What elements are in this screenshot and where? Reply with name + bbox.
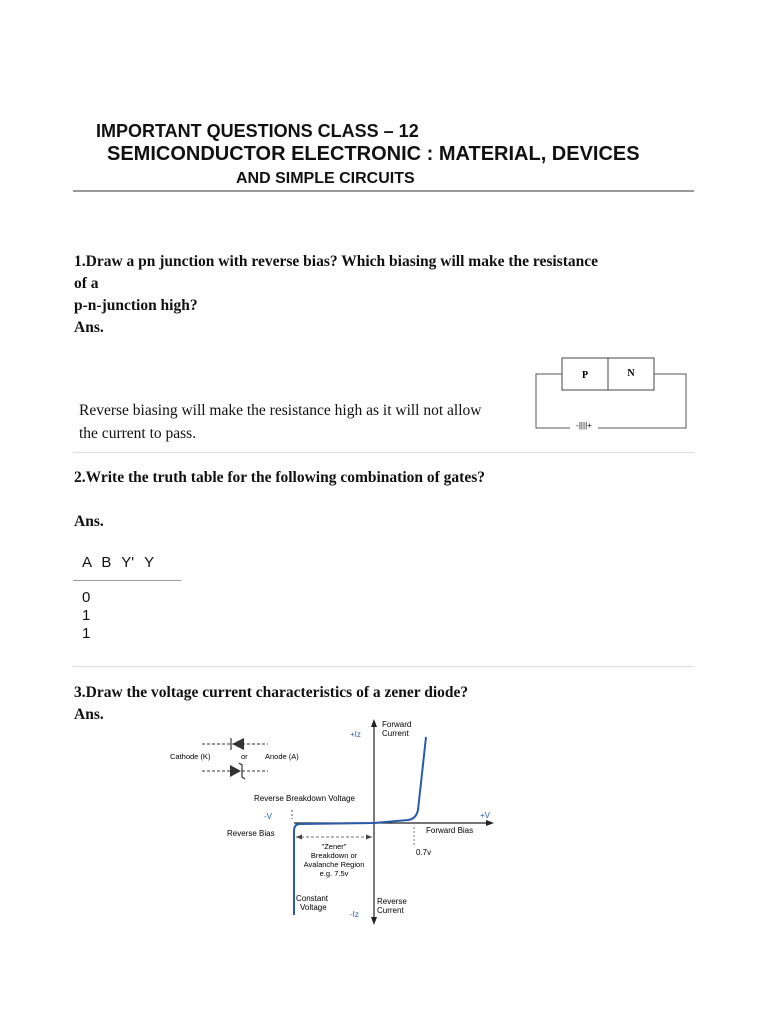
title-line-3: AND SIMPLE CIRCUITS	[236, 170, 415, 187]
forward-current-label-2: Current	[382, 729, 409, 738]
zener-region-label-2: Breakdown or	[310, 851, 358, 860]
truth-table-column-a	[82, 589, 90, 643]
truth-table-header-y-prime: Y'	[121, 554, 135, 571]
answer-label-1: Ans.	[74, 319, 104, 336]
truth-table-header-y: Y	[144, 554, 155, 571]
battery-label: -||||+	[576, 421, 592, 430]
truth-table-header	[82, 554, 154, 571]
question-1-line-3: p-n-junction high?	[74, 297, 198, 314]
plus-iz-label: +Iz	[350, 730, 361, 739]
forward-bias-label: Forward Bias	[426, 826, 474, 835]
x-axis-arrow-right	[486, 820, 494, 826]
plus-v-label: +V	[480, 811, 491, 820]
y-axis-arrow-down	[371, 917, 377, 925]
section-divider-2	[73, 666, 694, 667]
knee-voltage-label: 0.7v	[416, 848, 432, 857]
header-divider	[73, 190, 694, 192]
title-line-2: SEMICONDUCTOR ELECTRONIC : MATERIAL, DEVICES	[107, 143, 640, 165]
truth-table-header-a: A	[82, 554, 92, 571]
bracket-arrow-right	[366, 835, 372, 840]
zener-diode-icon-bottom	[202, 763, 268, 779]
answer-1-line-1: Reverse biasing will make the resistance high as it will not allow	[79, 402, 482, 419]
truth-table-header-b: B	[101, 554, 112, 571]
truth-table-cell: 1	[82, 607, 91, 624]
left-wire	[536, 374, 570, 428]
question-2: 2.Write the truth table for the following combination of gates?	[74, 469, 485, 486]
constant-voltage-label-2: Voltage	[300, 903, 327, 912]
answer-label-3: Ans.	[74, 706, 104, 723]
reverse-current-label-1: Reverse	[377, 897, 407, 906]
cathode-label: Cathode (K)	[170, 752, 211, 761]
minus-v-label: -V	[264, 812, 272, 821]
or-label: or	[241, 752, 248, 761]
forward-current-label-1: Forward	[382, 720, 412, 729]
minus-iz-label: -Iz	[350, 910, 359, 919]
constant-voltage-label-1: Constant	[296, 894, 329, 903]
question-3: 3.Draw the voltage current characteristics of a zener diode?	[74, 684, 469, 701]
zener-diode-icon-top	[202, 738, 268, 750]
zener-region-label-3: Avalanche Region	[303, 860, 365, 869]
pn-junction-diagram	[530, 352, 695, 437]
truth-table-cell: 0	[82, 589, 91, 606]
reverse-current-label-2: Current	[377, 906, 404, 915]
question-1-line-1: 1.Draw a pn junction with reverse bias? Which biasing will make the resistance	[74, 253, 599, 270]
answer-1-text	[79, 399, 481, 445]
reverse-bias-label: Reverse Bias	[227, 829, 275, 838]
anode-label: Anode (A)	[265, 752, 299, 761]
zener-characteristics-diagram	[160, 715, 505, 930]
forward-curve	[408, 737, 426, 820]
zener-region-label-1: "Zener"	[321, 842, 347, 851]
title-line-1: IMPORTANT QUESTIONS CLASS – 12	[96, 121, 419, 141]
n-label: N	[627, 368, 635, 379]
y-axis-arrow-up	[371, 719, 377, 727]
truth-table-cell: 1	[82, 625, 91, 642]
p-label: P	[581, 370, 589, 381]
answer-1-line-2: the current to pass.	[79, 425, 197, 442]
question-1	[74, 251, 714, 339]
section-divider-1	[73, 452, 694, 453]
right-wire	[598, 374, 686, 428]
answer-label-2: Ans.	[74, 513, 104, 530]
truth-table-rule	[73, 580, 181, 581]
question-1-line-2: of a	[74, 275, 99, 292]
reverse-breakdown-label: Reverse Breakdown Voltage	[254, 794, 355, 803]
zener-region-label-4: e.g. 7.5v	[319, 869, 349, 878]
bracket-arrow-left	[296, 835, 302, 840]
